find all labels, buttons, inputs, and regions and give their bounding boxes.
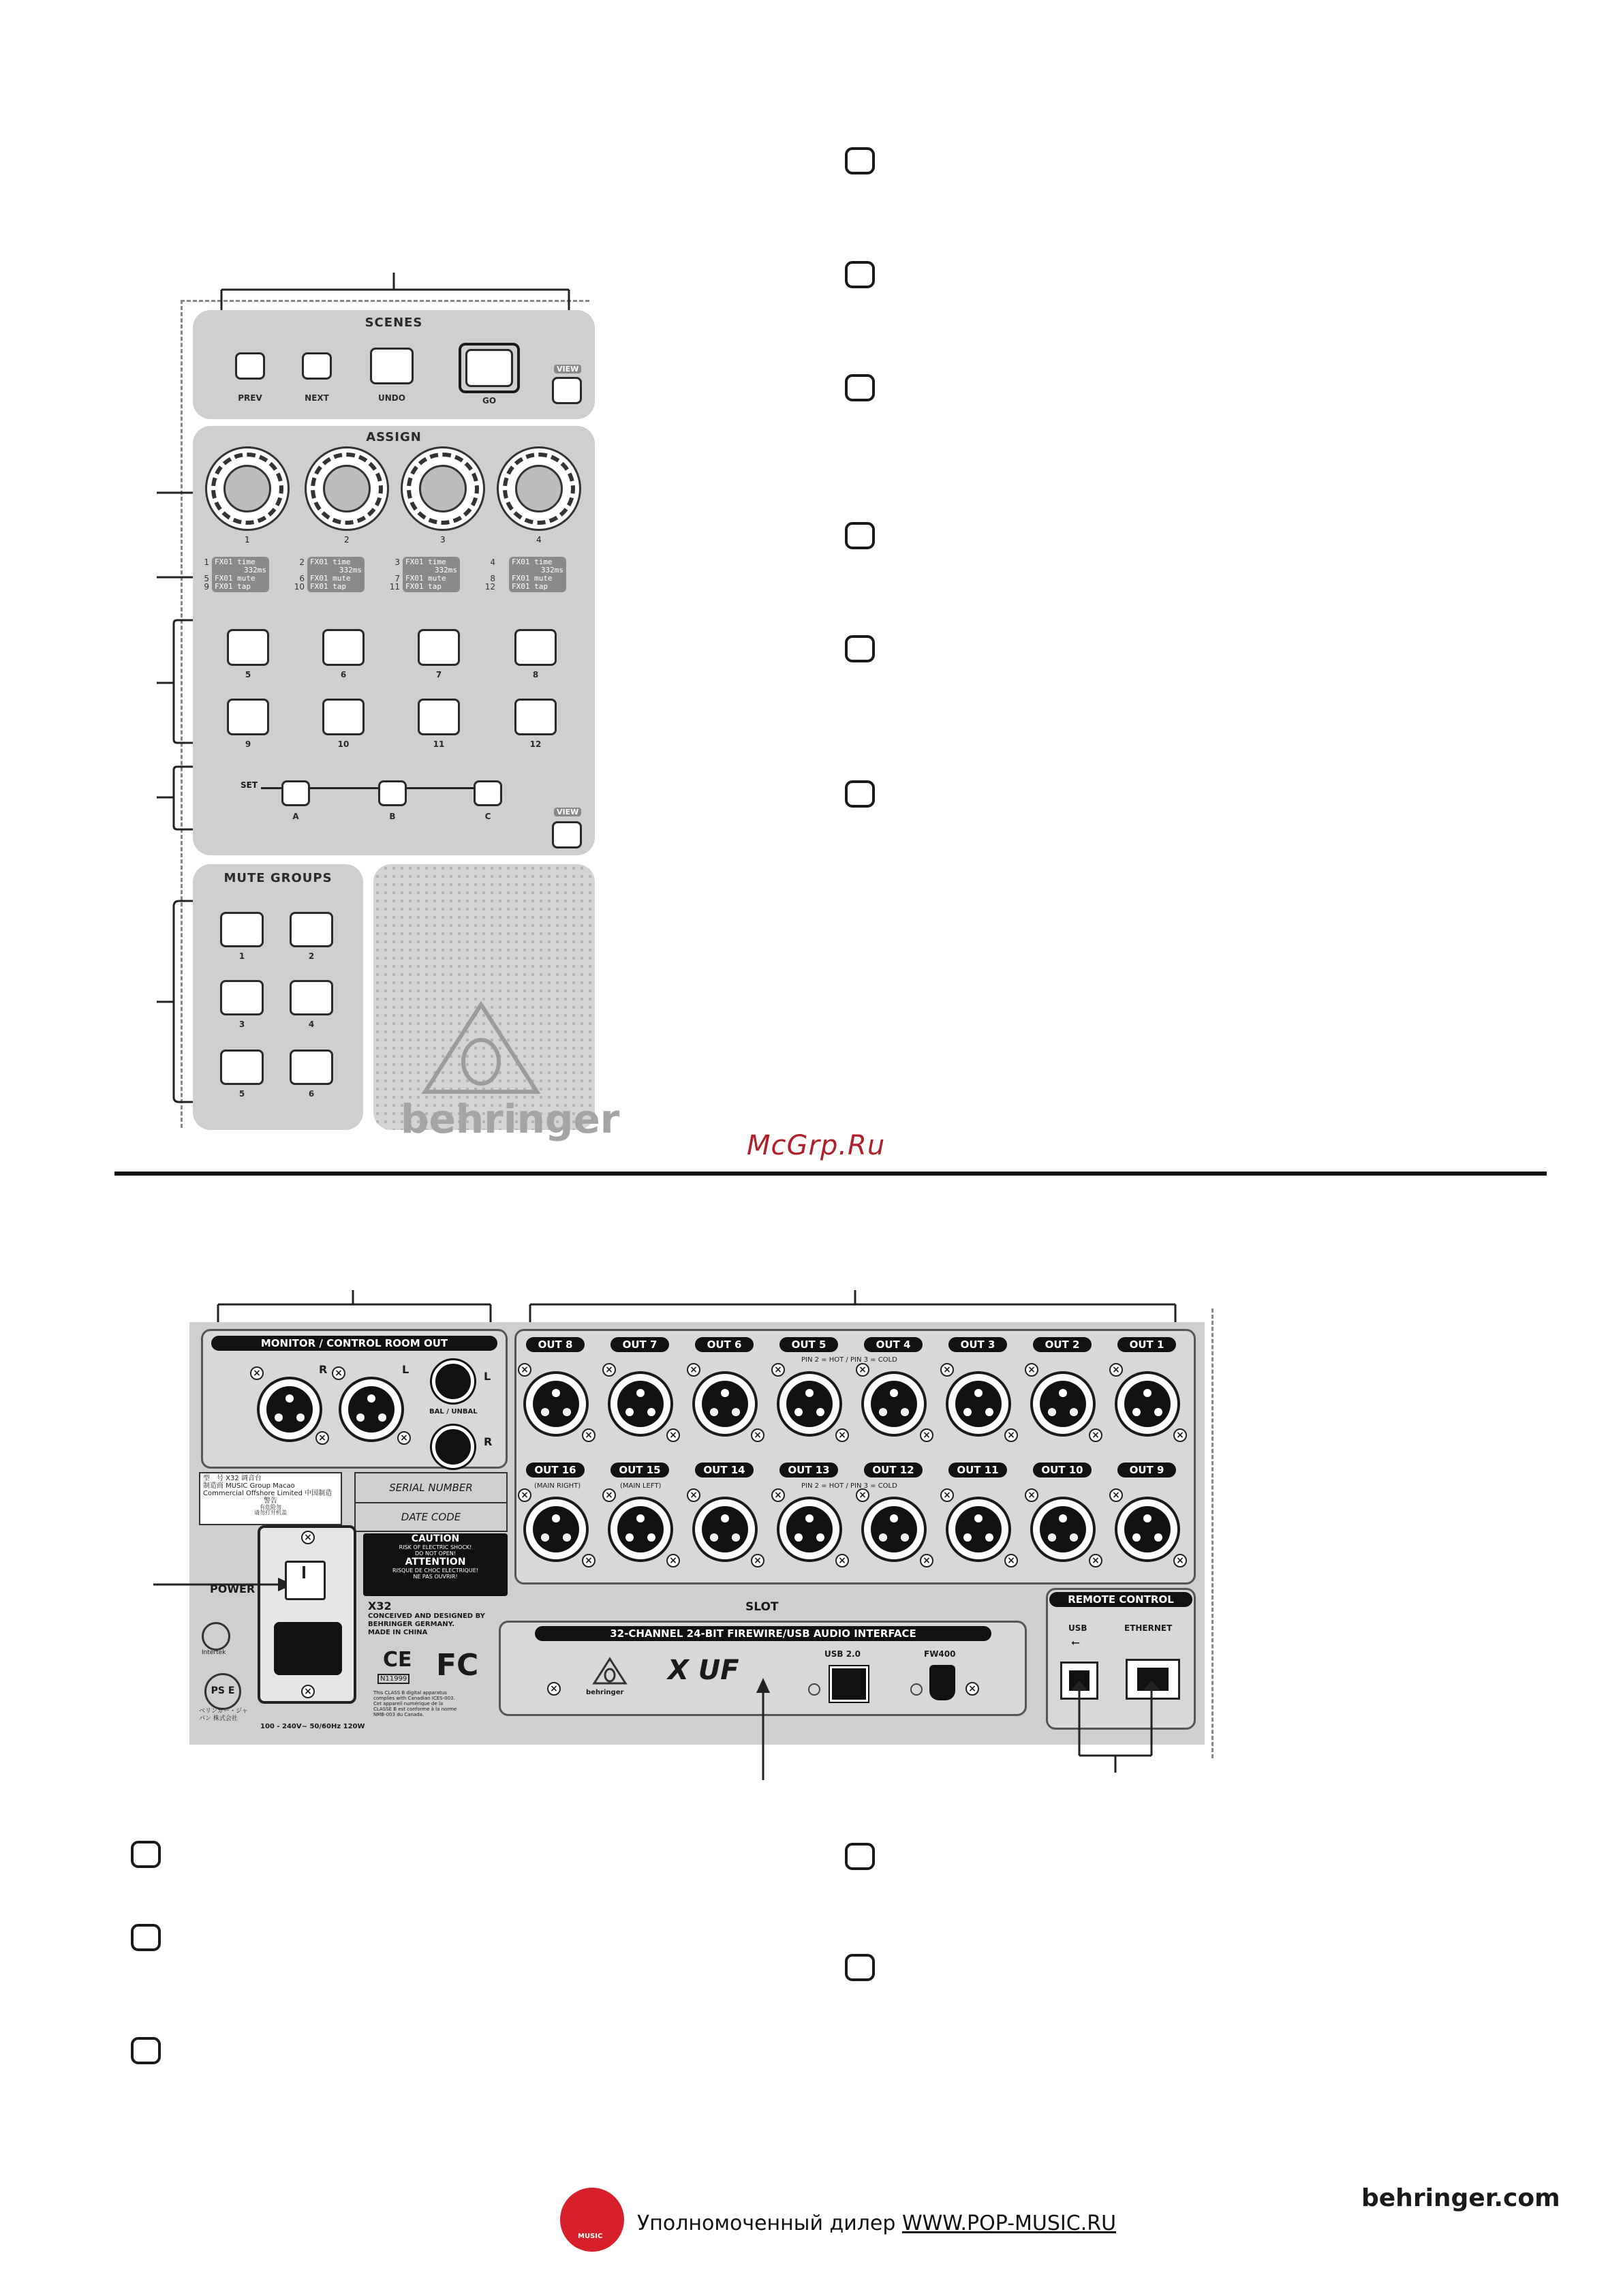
xuf-logo: X UF <box>668 1655 739 1686</box>
screw-icon: × <box>582 1428 596 1442</box>
output-label-out-7: OUT 7 <box>610 1337 669 1352</box>
screw-icon: × <box>602 1488 616 1502</box>
mute-group-label-4: 4 <box>308 1020 315 1029</box>
output-label-out-10: OUT 10 <box>1033 1463 1092 1478</box>
screw-icon: × <box>1173 1554 1187 1567</box>
assign-knob-2[interactable] <box>305 446 389 531</box>
next-label: NEXT <box>305 393 329 403</box>
usb2-led <box>808 1683 820 1696</box>
bal-unbal-label: BAL / UNBAL <box>429 1408 478 1415</box>
mute-group-button-4[interactable] <box>290 980 333 1015</box>
conceived-line-2: BEHRINGER GERMANY. <box>368 1621 455 1628</box>
output-xlr-out-11[interactable] <box>946 1497 1011 1562</box>
callout-box-10 <box>845 1843 875 1870</box>
screw-icon: × <box>1109 1488 1123 1502</box>
set-a-button[interactable] <box>281 780 310 806</box>
knob-number-2: 2 <box>344 535 350 545</box>
monitor-l-label: L <box>402 1363 409 1376</box>
go-label: GO <box>482 396 497 405</box>
screw-icon: × <box>301 1531 315 1544</box>
power-socket[interactable] <box>274 1622 342 1675</box>
screw-icon: × <box>835 1428 849 1442</box>
pin-note-2: PIN 2 = HOT / PIN 3 = COLD <box>801 1482 897 1490</box>
assign-view-badge: VIEW <box>554 808 581 816</box>
conceived-line-1: CONCEIVED AND DESIGNED BY <box>368 1612 485 1620</box>
output-xlr-out-7[interactable] <box>608 1371 673 1437</box>
screw-icon: × <box>1089 1554 1102 1567</box>
pop-music-logo-caption: MUSIC <box>578 2233 603 2240</box>
assign-label-5: 5 <box>245 670 251 679</box>
screw-icon: × <box>920 1554 933 1567</box>
screw-icon: × <box>547 1682 561 1696</box>
remote-bracket <box>1071 1681 1166 1776</box>
callout-box-7 <box>131 1841 161 1868</box>
remote-usb-label: USB <box>1068 1623 1087 1633</box>
view-badge: VIEW <box>554 365 581 373</box>
output-label-out-5: OUT 5 <box>779 1337 838 1352</box>
assign-button-9[interactable] <box>227 699 269 735</box>
assign-button-6[interactable] <box>322 629 365 666</box>
mute-groups-title: MUTE GROUPS <box>223 871 333 885</box>
monitor-xlr-l[interactable] <box>339 1377 404 1442</box>
output-label-out-13: OUT 13 <box>779 1463 838 1478</box>
lcd-nums-4: 4 8 12 <box>484 557 495 592</box>
china-compliance-label: 型 号 X32 调音台 制造商 MUSIC Group Macao Commercial Offshore Limited 中国制造 警告 有危险勿 请勿打开机盖 <box>199 1472 342 1525</box>
screw-icon: × <box>1109 1363 1123 1377</box>
output-xlr-out-3[interactable] <box>946 1371 1011 1437</box>
screw-icon: × <box>771 1363 785 1377</box>
screw-icon: × <box>940 1363 954 1377</box>
assign-label-12: 12 <box>529 739 542 749</box>
power-module <box>258 1525 356 1704</box>
monitor-title: MONITOR / CONTROL ROOM OUT <box>211 1336 497 1351</box>
scenes-view-button[interactable] <box>552 377 582 404</box>
callout-box-9 <box>131 2037 161 2064</box>
output-xlr-out-5[interactable] <box>777 1371 842 1437</box>
etl-text: Intertek <box>202 1649 226 1656</box>
set-label: SET <box>241 780 258 790</box>
output-label-out-15: OUT 15 <box>610 1463 669 1478</box>
behringer-site: behringer.com <box>1361 2184 1560 2212</box>
usb2-label: USB 2.0 <box>824 1649 861 1659</box>
assign-button-8[interactable] <box>514 629 557 666</box>
caution-box: CAUTION RISK OF ELECTRIC SHOCK! DO NOT OPEN! ATTENTION RISQUE DE CHOC ELECTRIQUE! NE PAS OUVRIR! <box>363 1533 508 1596</box>
knob-number-3: 3 <box>440 535 446 545</box>
output-label-out-1: OUT 1 <box>1117 1337 1176 1352</box>
screw-icon: × <box>315 1431 329 1445</box>
screw-icon: × <box>687 1488 700 1502</box>
assign-label-7: 7 <box>435 670 442 679</box>
pop-music-logo <box>560 2188 624 2252</box>
mute-group-label-5: 5 <box>238 1089 245 1099</box>
output-xlr-out-4[interactable] <box>861 1371 927 1437</box>
usb-symbol-icon: ⭠ <box>1071 1636 1080 1649</box>
usb2-port[interactable] <box>830 1666 868 1702</box>
lcd-nums-1: 1 5 9 <box>204 557 209 592</box>
assign-label-9: 9 <box>245 739 251 749</box>
pse-mark: PS E <box>204 1673 241 1710</box>
slot-card-title: 32-CHANNEL 24-BIT FIREWIRE/USB AUDIO INTERFACE <box>535 1626 991 1641</box>
set-b-label: B <box>389 812 396 821</box>
screw-icon: × <box>666 1428 680 1442</box>
mute-group-button-5[interactable] <box>220 1050 264 1085</box>
assign-label-10: 10 <box>337 739 350 749</box>
jack-r-socket[interactable] <box>432 1426 474 1468</box>
fw400-port[interactable] <box>929 1665 955 1700</box>
remote-title: REMOTE CONTROL <box>1049 1592 1192 1607</box>
prev-label: PREV <box>238 393 262 403</box>
rear-frame-dash-right <box>1211 1308 1214 1758</box>
slot-title: SLOT <box>745 1600 779 1614</box>
pse-caption: ベリンガー・ジャパン 株式会社 <box>199 1708 248 1722</box>
assign-title: ASSIGN <box>366 430 422 444</box>
assign-button-10[interactable] <box>322 699 365 735</box>
assign-label-8: 8 <box>532 670 539 679</box>
callout-box-8 <box>131 1924 161 1951</box>
assign-view-button[interactable] <box>552 821 582 848</box>
etl-mark <box>202 1622 230 1651</box>
output-xlr-out-10[interactable] <box>1030 1497 1096 1562</box>
jack-l-socket[interactable] <box>432 1360 474 1403</box>
screw-icon: × <box>397 1431 411 1445</box>
output-label-out-11: OUT 11 <box>948 1463 1007 1478</box>
screw-icon: × <box>920 1428 933 1442</box>
grille-brand: behringer <box>401 1096 620 1142</box>
serial-number-field: SERIAL NUMBER <box>354 1472 508 1503</box>
screw-icon: × <box>332 1366 345 1380</box>
knob-number-1: 1 <box>245 535 250 545</box>
slot-brand: behringer <box>586 1689 624 1696</box>
speaker-grille <box>373 864 620 1142</box>
assign-button-5[interactable] <box>227 629 269 666</box>
output-xlr-out-16[interactable] <box>523 1497 589 1562</box>
screw-icon: × <box>301 1685 315 1698</box>
screw-icon: × <box>751 1554 764 1567</box>
scenes-panel <box>193 310 595 419</box>
fc-mark: FC <box>436 1648 479 1683</box>
output-label-out-4: OUT 4 <box>864 1337 923 1352</box>
dealer-text: Уполномоченный дилер <box>637 2211 902 2235</box>
mute-groups-panel <box>193 864 363 1130</box>
jack-l-label: L <box>484 1370 491 1383</box>
callout-box-2 <box>845 261 875 288</box>
set-b-button[interactable] <box>378 780 407 806</box>
callout-box-3 <box>845 374 875 401</box>
ce-mark: CE <box>383 1648 412 1672</box>
output-xlr-out-15[interactable] <box>608 1497 673 1562</box>
lcd-strip-2: FX01 time 332ms FX01 mute FX01 tap <box>307 557 365 592</box>
lcd-nums-3: 3 7 11 <box>389 557 400 592</box>
output-xlr-out-13[interactable] <box>777 1497 842 1562</box>
mute-group-button-2[interactable] <box>290 912 333 947</box>
output-label-out-6: OUT 6 <box>695 1337 754 1352</box>
monitor-r-label: R <box>319 1363 328 1376</box>
assign-knob-3[interactable] <box>401 446 485 531</box>
output-label-out-12: OUT 12 <box>864 1463 923 1478</box>
prev-button[interactable] <box>235 352 265 380</box>
screw-icon: × <box>687 1363 700 1377</box>
x32-model-label: X32 <box>368 1599 392 1612</box>
screw-icon: × <box>965 1682 979 1696</box>
watermark-text: McGrp.Ru <box>747 1130 886 1161</box>
output-xlr-out-2[interactable] <box>1030 1371 1096 1437</box>
voltage-label: 100 - 240V~ 50/60Hz 120W <box>260 1723 365 1730</box>
output-label-out-2: OUT 2 <box>1033 1337 1092 1352</box>
output-label-out-3: OUT 3 <box>948 1337 1007 1352</box>
screw-icon: × <box>602 1363 616 1377</box>
set-a-label: A <box>292 812 299 821</box>
callout-box-6 <box>845 780 875 808</box>
power-switch[interactable] <box>285 1561 326 1600</box>
dealer-line <box>637 2211 1116 2235</box>
screw-icon: × <box>518 1363 531 1377</box>
undo-button[interactable] <box>370 348 414 384</box>
output-xlr-out-1[interactable] <box>1115 1371 1180 1437</box>
lcd-strip-1: FX01 time 332ms FX01 mute FX01 tap <box>212 557 269 592</box>
callout-box-5 <box>845 635 875 662</box>
assign-button-12[interactable] <box>514 699 557 735</box>
monitor-xlr-r[interactable] <box>257 1377 322 1442</box>
screw-icon: × <box>940 1488 954 1502</box>
assign-button-7[interactable] <box>418 629 460 666</box>
screw-icon: × <box>582 1554 596 1567</box>
dealer-link[interactable]: WWW.POP-MUSIC.RU <box>901 2211 1117 2235</box>
set-c-label: C <box>484 812 491 821</box>
behringer-logo-icon <box>593 1657 627 1685</box>
n-code-mark: N11999 <box>377 1674 409 1684</box>
mute-group-label-1: 1 <box>238 951 245 961</box>
set-c-button[interactable] <box>474 780 502 806</box>
assign-label-11: 11 <box>433 739 445 749</box>
mute-group-button-1[interactable] <box>220 912 264 947</box>
screw-icon: × <box>856 1488 869 1502</box>
screw-icon: × <box>250 1366 264 1380</box>
power-pointer <box>153 1578 293 1591</box>
lcd-nums-2: 2 6 10 <box>294 557 305 592</box>
mute-group-label-2: 2 <box>308 951 315 961</box>
lcd-strip-4: FX01 time 332ms FX01 mute FX01 tap <box>509 557 566 592</box>
go-button[interactable] <box>465 349 513 387</box>
output-xlr-out-8[interactable] <box>523 1371 589 1437</box>
screw-icon: × <box>835 1554 849 1567</box>
power-label: POWER <box>210 1582 256 1595</box>
screw-icon: × <box>1025 1488 1038 1502</box>
output-xlr-out-9[interactable] <box>1115 1497 1180 1562</box>
mute-group-button-6[interactable] <box>290 1050 333 1085</box>
mute-group-label-3: 3 <box>238 1020 245 1029</box>
output-label-out-9: OUT 9 <box>1117 1463 1176 1478</box>
screw-icon: × <box>1004 1554 1018 1567</box>
assign-button-11[interactable] <box>418 699 460 735</box>
undo-label: UNDO <box>378 393 405 403</box>
screw-icon: × <box>1025 1363 1038 1377</box>
assign-knob-4[interactable] <box>497 446 581 531</box>
screw-icon: × <box>518 1488 531 1502</box>
output-label-out-14: OUT 14 <box>695 1463 754 1478</box>
mute-group-label-6: 6 <box>308 1089 315 1099</box>
fw400-label: FW400 <box>924 1649 956 1659</box>
lcd-strip-3: FX01 time 332ms FX01 mute FX01 tap <box>403 557 460 592</box>
screw-icon: × <box>666 1554 680 1567</box>
screw-icon: × <box>771 1488 785 1502</box>
screw-icon: × <box>1004 1428 1018 1442</box>
conceived-line-3: MADE IN CHINA <box>368 1629 428 1636</box>
callout-box-11 <box>845 1954 875 1981</box>
class-b-text: This CLASS B digital apparatus complies with Canadian ICES-003. Cet appareil numérique de la CLASSE B est conforme à la norme NMB-003 du Canada. <box>373 1690 457 1717</box>
screw-icon: × <box>1089 1428 1102 1442</box>
pin-note-1: PIN 2 = HOT / PIN 3 = COLD <box>801 1356 897 1364</box>
screw-icon: × <box>751 1428 764 1442</box>
fw400-led <box>910 1683 923 1696</box>
screw-icon: × <box>1173 1428 1187 1442</box>
output-xlr-out-12[interactable] <box>861 1497 927 1562</box>
main-right-label: (MAIN RIGHT) <box>534 1482 581 1490</box>
section-divider <box>114 1172 1547 1176</box>
power-switch-mark <box>303 1566 305 1578</box>
callout-box-4 <box>845 522 875 549</box>
behringer-logo-icon <box>420 1000 542 1096</box>
output-label-out-8: OUT 8 <box>526 1337 585 1352</box>
scenes-title: SCENES <box>365 316 423 330</box>
mute-group-button-3[interactable] <box>220 980 264 1015</box>
screw-icon: × <box>856 1363 869 1377</box>
output-label-out-16: OUT 16 <box>526 1463 585 1478</box>
slot-pointer <box>756 1678 770 1780</box>
assign-panel <box>193 426 595 855</box>
output-xlr-out-14[interactable] <box>692 1497 758 1562</box>
main-left-label: (MAIN LEFT) <box>620 1482 662 1490</box>
output-xlr-out-6[interactable] <box>692 1371 758 1437</box>
assign-knob-1[interactable] <box>205 446 290 531</box>
knob-number-4: 4 <box>536 535 542 545</box>
assign-label-6: 6 <box>340 670 347 679</box>
callout-box-1 <box>845 147 875 174</box>
date-code-field: DATE CODE <box>354 1503 508 1532</box>
next-button[interactable] <box>302 352 332 380</box>
jack-r-label: R <box>484 1435 493 1448</box>
remote-ethernet-label: ETHERNET <box>1124 1623 1173 1633</box>
